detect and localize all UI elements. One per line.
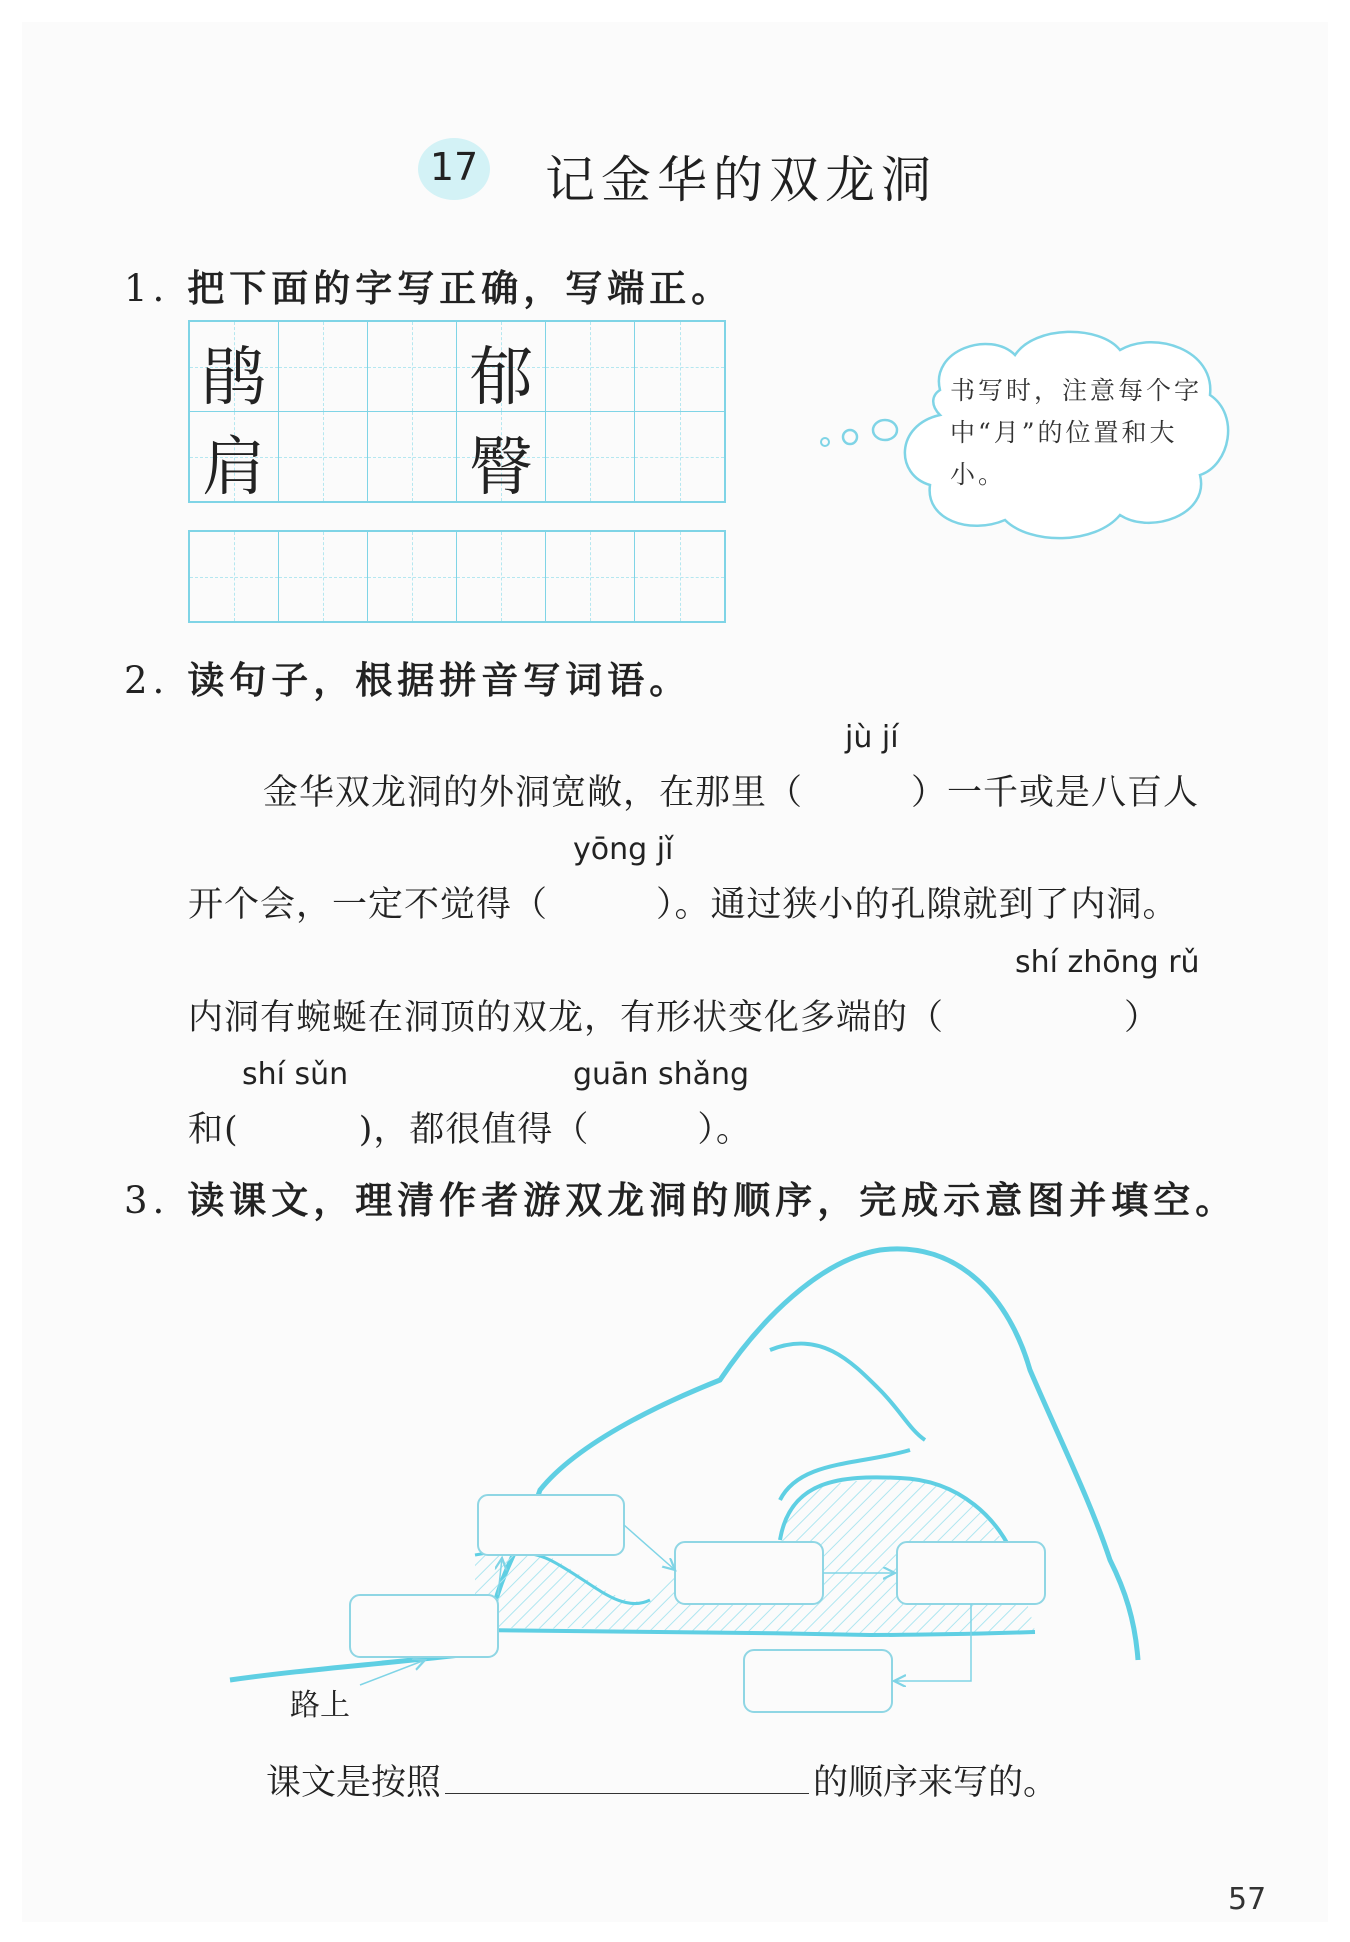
- start-label: 路上: [290, 1688, 350, 1723]
- grid-cell[interactable]: [368, 412, 457, 501]
- conclusion-sentence: [266, 1755, 1058, 1805]
- pinyin-3: shí zhōng rǔ: [1015, 945, 1200, 980]
- question-3-number: 3.: [124, 1179, 170, 1222]
- grid-cell[interactable]: [635, 532, 724, 621]
- sentence-line-4: 和( )，都很值得（ ）。: [188, 1110, 752, 1150]
- grid-cell[interactable]: [279, 322, 368, 411]
- pinyin-4: shí sǔn: [242, 1057, 349, 1092]
- pinyin-5: guān shǎng: [573, 1057, 750, 1092]
- grid-cell[interactable]: [546, 412, 635, 501]
- page-number: 57: [1228, 1882, 1267, 1917]
- writing-grid-1: [188, 320, 726, 503]
- grid-cell[interactable]: [368, 532, 457, 621]
- answer-box[interactable]: [478, 1495, 624, 1555]
- grid-cell[interactable]: [368, 322, 457, 411]
- question-1-prompt: 把下面的字写正确，写端正。: [187, 266, 734, 310]
- mountain-ridge: [770, 1344, 925, 1440]
- grid-cell: [457, 322, 546, 415]
- grid-cell[interactable]: [635, 322, 724, 411]
- lesson-number: 17: [429, 145, 479, 189]
- question-1: [124, 258, 733, 312]
- grid-cell[interactable]: [635, 412, 724, 501]
- question-3: [124, 1170, 1237, 1224]
- sentence-line-1: 金华双龙洞的外洞宽敞，在那里（ ）一千或是八百人: [263, 773, 1200, 813]
- sentence-line-2: 开个会，一定不觉得（ ）。通过狭小的孔隙就到了内洞。: [188, 885, 1179, 925]
- bubble-tip: 书写时，注意每个字中“月”的位置和大小。: [950, 376, 1203, 489]
- model-char: 郁: [469, 341, 533, 415]
- model-char: 肩: [202, 431, 266, 505]
- grid-cell[interactable]: [457, 532, 546, 621]
- answer-box[interactable]: [350, 1595, 498, 1657]
- bubble-dot: [821, 438, 829, 446]
- question-2-number: 2.: [124, 659, 170, 702]
- answer-box[interactable]: [897, 1542, 1045, 1604]
- question-2: [124, 650, 691, 704]
- pinyin-1: jù jí: [845, 720, 899, 755]
- conclusion-after: 的顺序来写的。: [813, 1763, 1059, 1803]
- grid-cell[interactable]: [279, 412, 368, 501]
- question-1-number: 1.: [124, 267, 170, 310]
- answer-box[interactable]: [744, 1650, 892, 1712]
- conclusion-before: 课文是按照: [266, 1763, 442, 1803]
- writing-grid-2: [188, 530, 726, 623]
- lesson-title: 记金华的双龙洞: [545, 151, 937, 209]
- grid-cell[interactable]: [190, 532, 279, 621]
- bubble-dot: [843, 430, 857, 444]
- grid-cell: [190, 322, 279, 415]
- model-char: 臀: [469, 431, 533, 505]
- arrow: [624, 1525, 675, 1570]
- cave-diagram: [220, 1240, 1170, 1720]
- bubble-dot: [873, 420, 897, 440]
- question-3-prompt: 读课文，理清作者游双龙洞的顺序，完成示意图并填空。: [187, 1178, 1238, 1222]
- pinyin-2: yōng jǐ: [573, 832, 674, 867]
- answer-box[interactable]: [675, 1542, 823, 1604]
- question-2-prompt: 读句子，根据拼音写词语。: [187, 658, 692, 702]
- grid-cell[interactable]: [546, 532, 635, 621]
- conclusion-blank[interactable]: [445, 1763, 809, 1794]
- model-char: 鹃: [202, 341, 266, 415]
- grid-cell: [190, 412, 279, 505]
- grid-cell: [457, 412, 546, 505]
- sentence-line-3: 内洞有蜿蜒在洞顶的双龙，有形状变化多端的（ ）: [188, 998, 1161, 1038]
- grid-cell[interactable]: [279, 532, 368, 621]
- grid-cell[interactable]: [546, 322, 635, 411]
